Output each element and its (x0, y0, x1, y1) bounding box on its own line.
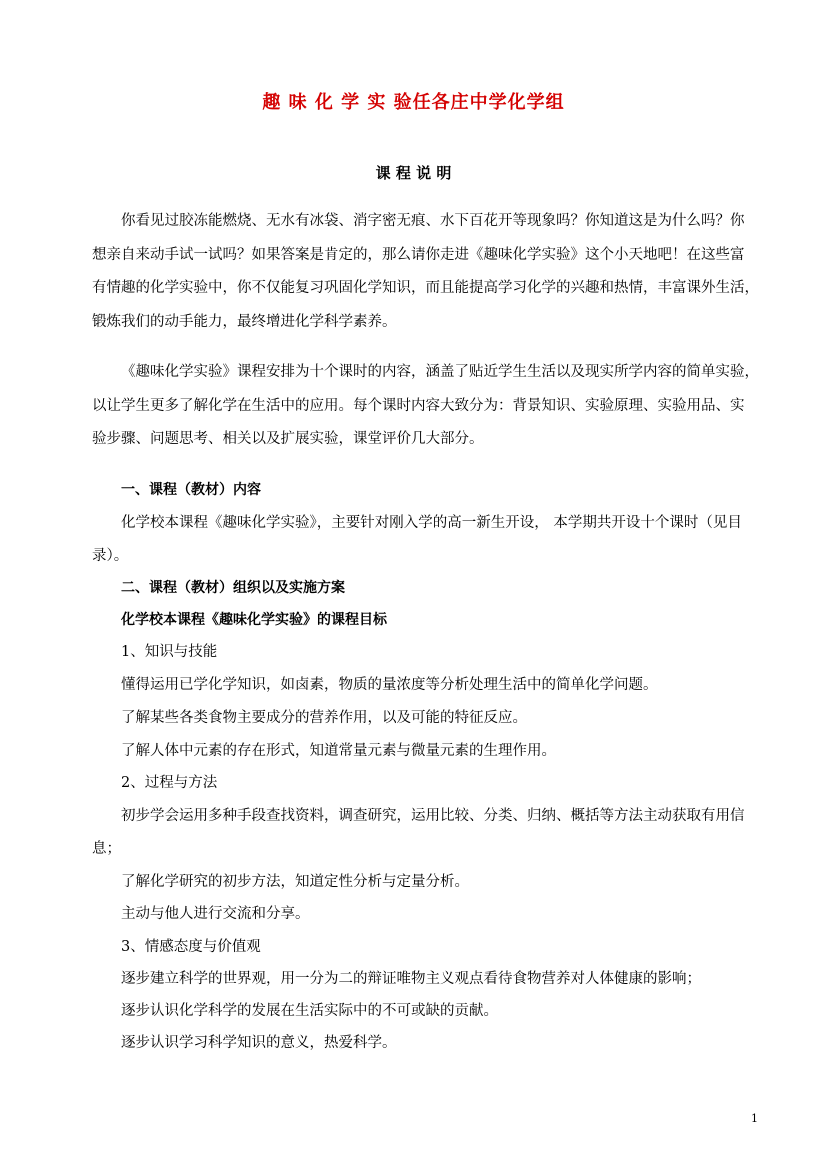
arrangement-line: 以让学生更多了解化学在生活中的应用。每个课时内容大致分为：背景知识、实验原理、实验用品、实 (92, 398, 745, 414)
goal3-item: 逐步建立科学的世界观，用一分为二的辩证唯物主义观点看待食物营养对人体健康的影响； (121, 971, 701, 987)
goal1-item: 了解人体中元素的存在形式，知道常量元素与微量元素的生理作用。 (121, 743, 556, 759)
section1-heading: 一、课程（教材）内容 (121, 482, 261, 498)
goal2-line: 主动与他人进行交流和分享。 (121, 906, 310, 922)
section2-heading: 二、课程（教材）组织以及实施方案 (121, 580, 345, 596)
section1-line: 录）。 (92, 548, 129, 564)
goal2-line: 息； (92, 841, 121, 857)
goal1-heading: 1、知识与技能 (121, 644, 218, 660)
intro-line: 有情趣的化学实验中，你不仅能复习巩固化学知识，而且能提高学习化学的兴趣和热情，丰富课外生活， (92, 280, 759, 296)
section1-line: 化学校本课程《趣味化学实验》，主要针对刚入学的高一新生开设， 本学期共开设十个课时（见目 (121, 515, 742, 531)
goal1-item: 了解某些各类食物主要成分的营养作用，以及可能的特征反应。 (121, 710, 527, 726)
goal2-heading: 2、过程与方法 (121, 775, 218, 791)
page-number: 1 (751, 1112, 758, 1125)
intro-line: 锻炼我们的动手能力，最终增进化学科学素养。 (92, 314, 397, 330)
intro-line: 你看见过胶冻能燃烧、无水有冰袋、消字密无痕、水下百花开等现象吗？你知道这是为什么吗？你 (121, 213, 745, 229)
goal2-line: 了解化学研究的初步方法，知道定性分析与定量分析。 (121, 874, 469, 890)
goal3-item: 逐步认识学习科学知识的意义，热爱科学。 (121, 1035, 397, 1051)
goal1-item: 懂得运用已学化学知识，如卤素，物质的量浓度等分析处理生活中的简单化学问题。 (121, 677, 658, 693)
document-title: 趣 味 化 学 实 验任各庄中学化学组 (262, 92, 565, 113)
goal2-line: 初步学会运用多种手段查找资料，调查研究，运用比较、分类、归纳、概括等方法主动获取有用信 (121, 808, 745, 824)
goal3-item: 逐步认识化学科学的发展在生活实际中的不可或缺的贡献。 (121, 1003, 498, 1019)
goals-heading: 化学校本课程《趣味化学实验》的课程目标 (121, 612, 387, 628)
arrangement-line: 《趣味化学实验》课程安排为十个课时的内容，涵盖了贴近学生生活以及现实所学内容的简单实验， (121, 364, 759, 380)
intro-line: 想亲自来动手试一试吗？如果答案是肯定的，那么请你走进《趣味化学实验》这个小天地吧！在这些富 (92, 247, 745, 263)
arrangement-line: 验步骤、问题思考、相关以及扩展实验，课堂评价几大部分。 (92, 431, 484, 447)
goal3-heading: 3、情感态度与价值观 (121, 939, 261, 955)
section-subtitle: 课 程 说 明 (375, 164, 452, 182)
